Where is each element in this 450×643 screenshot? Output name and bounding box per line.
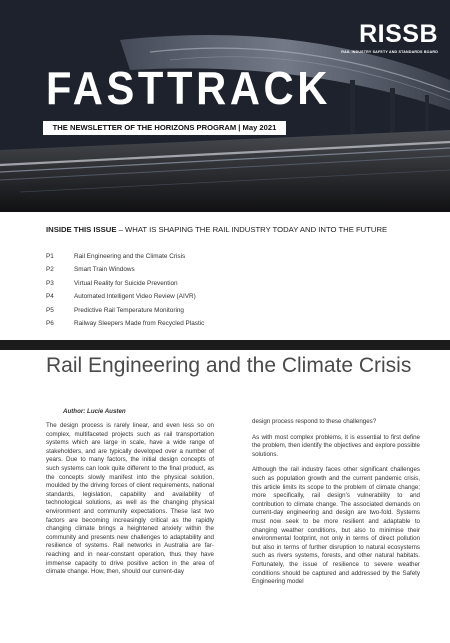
article-right-column <box>252 418 420 594</box>
toc-page-number: P2 <box>46 266 54 274</box>
toc-page-number: P4 <box>46 293 54 301</box>
toc-item[interactable] <box>46 290 204 303</box>
newsletter-tagline: THE NEWSLETTER OF THE HORIZONS PROGRAM | May 2021 <box>43 121 286 135</box>
article-title: Rail Engineering and the Climate Crisis <box>46 354 412 377</box>
contents-heading <box>46 225 387 234</box>
article-paragraph: The design process is rarely linear, and even less so on complex, multifaceted projects such as rail transportation systems which are large in scale, have a wide range of stakeholders, and are typically developed over a number of years. Due to many factors, the initial design concepts of such systems can look quite different to the final product, as the concepts slowly manifest into the physical solution, moulded by the driving forces of client requirements, national standards, legislation, capability and availability of technological solutions, as well as the changing physical environment and community expectations. These last two factors are becoming increasingly critical as the rapidly changing climate brings a heightened anxiety within the community and presents new challenges to adaptability and resilience of systems. Rail networks in Australia are far-reaching and in near-constant operation, thus they have immense capacity to drive positive action in the area of climate change. How, then, should our current-day <box>46 422 214 576</box>
article-paragraph: Although the rail industry faces other significant challenges such as population growth and the current pandemic crisis, this article limits its scope to the problem of climate change; more specifically, rail design’s vulnerability to and contribution to climate change. The associated demands on current-day engineering and design are two-fold. Systems must now seek to be more resilient and adaptable to changing weather conditions, but also to minimise their environmental footprint, not only in terms of direct pollution but also in terms of further disruption to natural ecosystems such as rivers systems, forests, and other natural habitats. Fortunately, the issue of resilience to severe weather conditions should be captured and addressed by the Safety Engineering model <box>252 466 420 586</box>
toc-page-number: P3 <box>46 279 54 287</box>
toc-item[interactable] <box>46 317 204 330</box>
toc-title: Automated Intelligent Video Review (AIVR) <box>74 293 196 301</box>
toc-title: Predictive Rail Temperature Monitoring <box>74 306 184 314</box>
article-author: Author: Lucie Austen <box>63 408 126 415</box>
toc-item[interactable] <box>46 304 204 317</box>
inside-this-issue <box>0 212 450 340</box>
wordmark-text: FASTTRACK <box>46 66 331 110</box>
logo-wordmark: RISSB <box>359 20 438 48</box>
article-paragraph: design process respond to these challenges? <box>252 418 377 425</box>
contents-heading-rest: – WHAT IS SHAPING THE RAIL INDUSTRY TODAY AND INTO THE FUTURE <box>116 225 388 234</box>
toc-title: Rail Engineering and the Climate Crisis <box>74 253 186 260</box>
toc-title: Railway Sleepers Made from Recycled Plastic <box>74 319 205 327</box>
article-left-column <box>46 422 214 584</box>
toc-title: Virtual Reality for Suicide Prevention <box>74 279 178 287</box>
section-divider <box>0 340 450 350</box>
toc-item[interactable] <box>46 277 204 290</box>
article-paragraph: As with most complex problems, it is essential to first define the problem, then identify the objectives and explore possible solutions. <box>252 433 420 458</box>
toc-page-number: P6 <box>46 319 54 327</box>
toc-item[interactable] <box>46 250 204 263</box>
article-rail-engineering <box>0 350 450 643</box>
toc-title: Smart Train Windows <box>74 266 135 274</box>
toc-page-number: P5 <box>46 306 54 314</box>
table-of-contents <box>46 250 204 330</box>
toc-item[interactable] <box>46 263 204 276</box>
rissb-logo <box>341 22 438 54</box>
toc-page-number: P1 <box>46 253 54 260</box>
fasttrack-wordmark <box>46 66 336 110</box>
logo-subtitle: RAIL INDUSTRY SAFETY AND STANDARDS BOARD <box>341 50 438 54</box>
contents-heading-bold: INSIDE THIS ISSUE <box>46 225 117 234</box>
masthead-hero <box>0 0 450 212</box>
